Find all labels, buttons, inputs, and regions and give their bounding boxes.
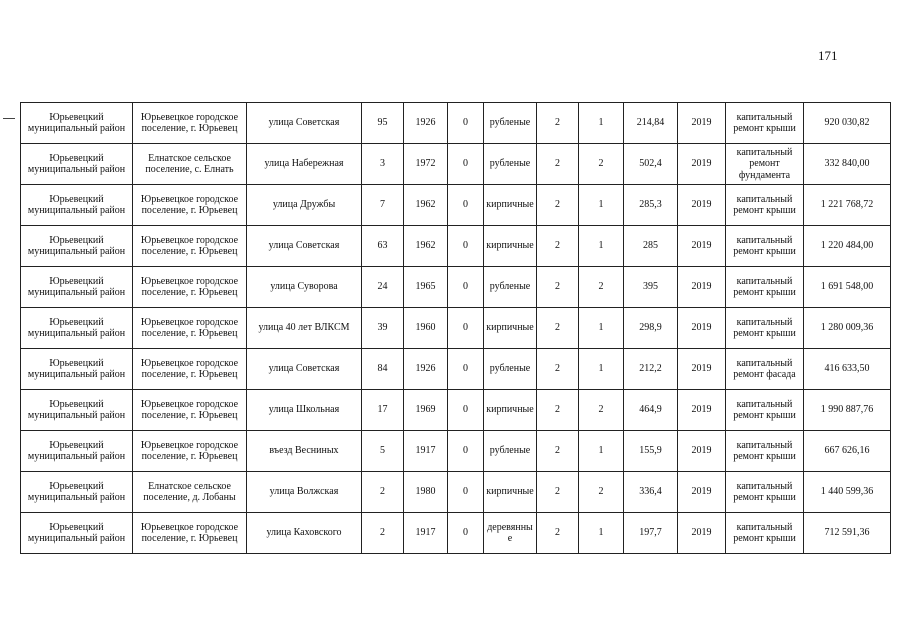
- zero-value-cell: 0: [448, 226, 484, 267]
- area-cell: 155,9: [624, 431, 678, 472]
- table-row: [21, 431, 891, 472]
- wall-material-cell: кирпичные: [484, 185, 537, 226]
- house-number-cell: 17: [362, 390, 404, 431]
- house-number-cell: 7: [362, 185, 404, 226]
- house-number-cell: 3: [362, 144, 404, 185]
- wall-material-cell: рубленые: [484, 349, 537, 390]
- construction-year-cell: 1965: [404, 267, 448, 308]
- floors-cell: 2: [537, 267, 579, 308]
- work-type-cell: капитальный ремонт крыши: [726, 185, 804, 226]
- floors-cell: 2: [537, 513, 579, 554]
- zero-value-cell: 0: [448, 513, 484, 554]
- street-cell: въезд Весниных: [247, 431, 362, 472]
- entrances-cell: 1: [579, 308, 624, 349]
- plan-year-cell: 2019: [678, 513, 726, 554]
- area-cell: 298,9: [624, 308, 678, 349]
- house-number-cell: 2: [362, 513, 404, 554]
- page-number: 171: [818, 48, 838, 63]
- settlement-cell: Юрьевецкое городское поселение, г. Юрьевец: [133, 349, 247, 390]
- district-cell: Юрьевецкий муниципальный район: [21, 390, 133, 431]
- settlement-cell: Юрьевецкое городское поселение, г. Юрьевец: [133, 390, 247, 431]
- house-number-cell: 5: [362, 431, 404, 472]
- street-cell: улица Волжская: [247, 472, 362, 513]
- work-type-cell: капитальный ремонт крыши: [726, 472, 804, 513]
- table-body: [21, 103, 891, 554]
- cost-cell: 332 840,00: [804, 144, 891, 185]
- entrances-cell: 1: [579, 513, 624, 554]
- floors-cell: 2: [537, 308, 579, 349]
- settlement-cell: Юрьевецкое городское поселение, г. Юрьевец: [133, 308, 247, 349]
- district-cell: Юрьевецкий муниципальный район: [21, 349, 133, 390]
- floors-cell: 2: [537, 185, 579, 226]
- area-cell: 336,4: [624, 472, 678, 513]
- area-cell: 285: [624, 226, 678, 267]
- construction-year-cell: 1962: [404, 185, 448, 226]
- area-cell: 395: [624, 267, 678, 308]
- plan-year-cell: 2019: [678, 390, 726, 431]
- plan-year-cell: 2019: [678, 144, 726, 185]
- table-row: [21, 267, 891, 308]
- entrances-cell: 2: [579, 472, 624, 513]
- wall-material-cell: рубленые: [484, 267, 537, 308]
- area-cell: 197,7: [624, 513, 678, 554]
- entrances-cell: 2: [579, 390, 624, 431]
- cost-cell: 1 221 768,72: [804, 185, 891, 226]
- district-cell: Юрьевецкий муниципальный район: [21, 308, 133, 349]
- house-number-cell: 95: [362, 103, 404, 144]
- wall-material-cell: рубленые: [484, 431, 537, 472]
- construction-year-cell: 1917: [404, 513, 448, 554]
- zero-value-cell: 0: [448, 185, 484, 226]
- construction-year-cell: 1972: [404, 144, 448, 185]
- construction-year-cell: 1917: [404, 431, 448, 472]
- entrances-cell: 1: [579, 103, 624, 144]
- plan-year-cell: 2019: [678, 308, 726, 349]
- construction-year-cell: 1980: [404, 472, 448, 513]
- settlement-cell: Юрьевецкое городское поселение, г. Юрьевец: [133, 103, 247, 144]
- entrances-cell: 1: [579, 431, 624, 472]
- settlement-cell: Юрьевецкое городское поселение, г. Юрьевец: [133, 267, 247, 308]
- cost-cell: 920 030,82: [804, 103, 891, 144]
- work-type-cell: капитальный ремонт крыши: [726, 431, 804, 472]
- zero-value-cell: 0: [448, 308, 484, 349]
- district-cell: Юрьевецкий муниципальный район: [21, 267, 133, 308]
- zero-value-cell: 0: [448, 431, 484, 472]
- house-number-cell: 2: [362, 472, 404, 513]
- plan-year-cell: 2019: [678, 185, 726, 226]
- area-cell: 502,4: [624, 144, 678, 185]
- plan-year-cell: 2019: [678, 103, 726, 144]
- construction-year-cell: 1962: [404, 226, 448, 267]
- settlement-cell: Елнатское сельское поселение, с. Елнать: [133, 144, 247, 185]
- construction-year-cell: 1926: [404, 349, 448, 390]
- plan-year-cell: 2019: [678, 226, 726, 267]
- floors-cell: 2: [537, 144, 579, 185]
- wall-material-cell: рубленые: [484, 144, 537, 185]
- cost-cell: 667 626,16: [804, 431, 891, 472]
- house-number-cell: 39: [362, 308, 404, 349]
- cost-cell: 1 440 599,36: [804, 472, 891, 513]
- zero-value-cell: 0: [448, 349, 484, 390]
- area-cell: 464,9: [624, 390, 678, 431]
- street-cell: улица Советская: [247, 226, 362, 267]
- work-type-cell: капитальный ремонт крыши: [726, 308, 804, 349]
- settlement-cell: Елнатское сельское поселение, д. Лобаны: [133, 472, 247, 513]
- housing-repair-table: [20, 102, 891, 554]
- street-cell: улица 40 лет ВЛКСМ: [247, 308, 362, 349]
- house-number-cell: 63: [362, 226, 404, 267]
- work-type-cell: капитальный ремонт крыши: [726, 103, 804, 144]
- zero-value-cell: 0: [448, 103, 484, 144]
- house-number-cell: 84: [362, 349, 404, 390]
- work-type-cell: капитальный ремонт фасада: [726, 349, 804, 390]
- wall-material-cell: деревянные: [484, 513, 537, 554]
- construction-year-cell: 1926: [404, 103, 448, 144]
- wall-material-cell: рубленые: [484, 103, 537, 144]
- area-cell: 285,3: [624, 185, 678, 226]
- floors-cell: 2: [537, 472, 579, 513]
- plan-year-cell: 2019: [678, 472, 726, 513]
- street-cell: улица Суворова: [247, 267, 362, 308]
- entrances-cell: 1: [579, 226, 624, 267]
- street-cell: улица Советская: [247, 103, 362, 144]
- area-cell: 212,2: [624, 349, 678, 390]
- entrances-cell: 2: [579, 144, 624, 185]
- floors-cell: 2: [537, 390, 579, 431]
- cost-cell: 1 990 887,76: [804, 390, 891, 431]
- cost-cell: 416 633,50: [804, 349, 891, 390]
- cost-cell: 1 280 009,36: [804, 308, 891, 349]
- zero-value-cell: 0: [448, 390, 484, 431]
- plan-year-cell: 2019: [678, 349, 726, 390]
- floors-cell: 2: [537, 226, 579, 267]
- floors-cell: 2: [537, 103, 579, 144]
- cost-cell: 1 220 484,00: [804, 226, 891, 267]
- district-cell: Юрьевецкий муниципальный район: [21, 472, 133, 513]
- street-cell: улица Школьная: [247, 390, 362, 431]
- entrances-cell: 1: [579, 349, 624, 390]
- district-cell: Юрьевецкий муниципальный район: [21, 185, 133, 226]
- floors-cell: 2: [537, 349, 579, 390]
- entrances-cell: 1: [579, 185, 624, 226]
- district-cell: Юрьевецкий муниципальный район: [21, 144, 133, 185]
- floors-cell: 2: [537, 431, 579, 472]
- work-type-cell: капитальный ремонт фундамента: [726, 144, 804, 185]
- zero-value-cell: 0: [448, 472, 484, 513]
- cost-cell: 712 591,36: [804, 513, 891, 554]
- zero-value-cell: 0: [448, 267, 484, 308]
- wall-material-cell: кирпичные: [484, 390, 537, 431]
- table-row: [21, 308, 891, 349]
- plan-year-cell: 2019: [678, 431, 726, 472]
- cost-cell: 1 691 548,00: [804, 267, 891, 308]
- work-type-cell: капитальный ремонт крыши: [726, 267, 804, 308]
- work-type-cell: капитальный ремонт крыши: [726, 226, 804, 267]
- work-type-cell: капитальный ремонт крыши: [726, 390, 804, 431]
- entrances-cell: 2: [579, 267, 624, 308]
- district-cell: Юрьевецкий муниципальный район: [21, 226, 133, 267]
- plan-year-cell: 2019: [678, 267, 726, 308]
- table-row: [21, 349, 891, 390]
- table-row: [21, 390, 891, 431]
- street-cell: улица Дружбы: [247, 185, 362, 226]
- table-row: [21, 513, 891, 554]
- table-row: [21, 226, 891, 267]
- table-row: [21, 144, 891, 185]
- construction-year-cell: 1960: [404, 308, 448, 349]
- zero-value-cell: 0: [448, 144, 484, 185]
- construction-year-cell: 1969: [404, 390, 448, 431]
- settlement-cell: Юрьевецкое городское поселение, г. Юрьевец: [133, 185, 247, 226]
- scan-artifact-mark: [3, 118, 15, 119]
- house-number-cell: 24: [362, 267, 404, 308]
- settlement-cell: Юрьевецкое городское поселение, г. Юрьевец: [133, 513, 247, 554]
- work-type-cell: капитальный ремонт крыши: [726, 513, 804, 554]
- wall-material-cell: кирпичные: [484, 308, 537, 349]
- settlement-cell: Юрьевецкое городское поселение, г. Юрьевец: [133, 226, 247, 267]
- settlement-cell: Юрьевецкое городское поселение, г. Юрьевец: [133, 431, 247, 472]
- street-cell: улица Советская: [247, 349, 362, 390]
- table-row: [21, 103, 891, 144]
- district-cell: Юрьевецкий муниципальный район: [21, 103, 133, 144]
- table-row: [21, 185, 891, 226]
- table-row: [21, 472, 891, 513]
- wall-material-cell: кирпичные: [484, 226, 537, 267]
- area-cell: 214,84: [624, 103, 678, 144]
- district-cell: Юрьевецкий муниципальный район: [21, 513, 133, 554]
- street-cell: улица Набережная: [247, 144, 362, 185]
- street-cell: улица Каховского: [247, 513, 362, 554]
- district-cell: Юрьевецкий муниципальный район: [21, 431, 133, 472]
- wall-material-cell: кирпичные: [484, 472, 537, 513]
